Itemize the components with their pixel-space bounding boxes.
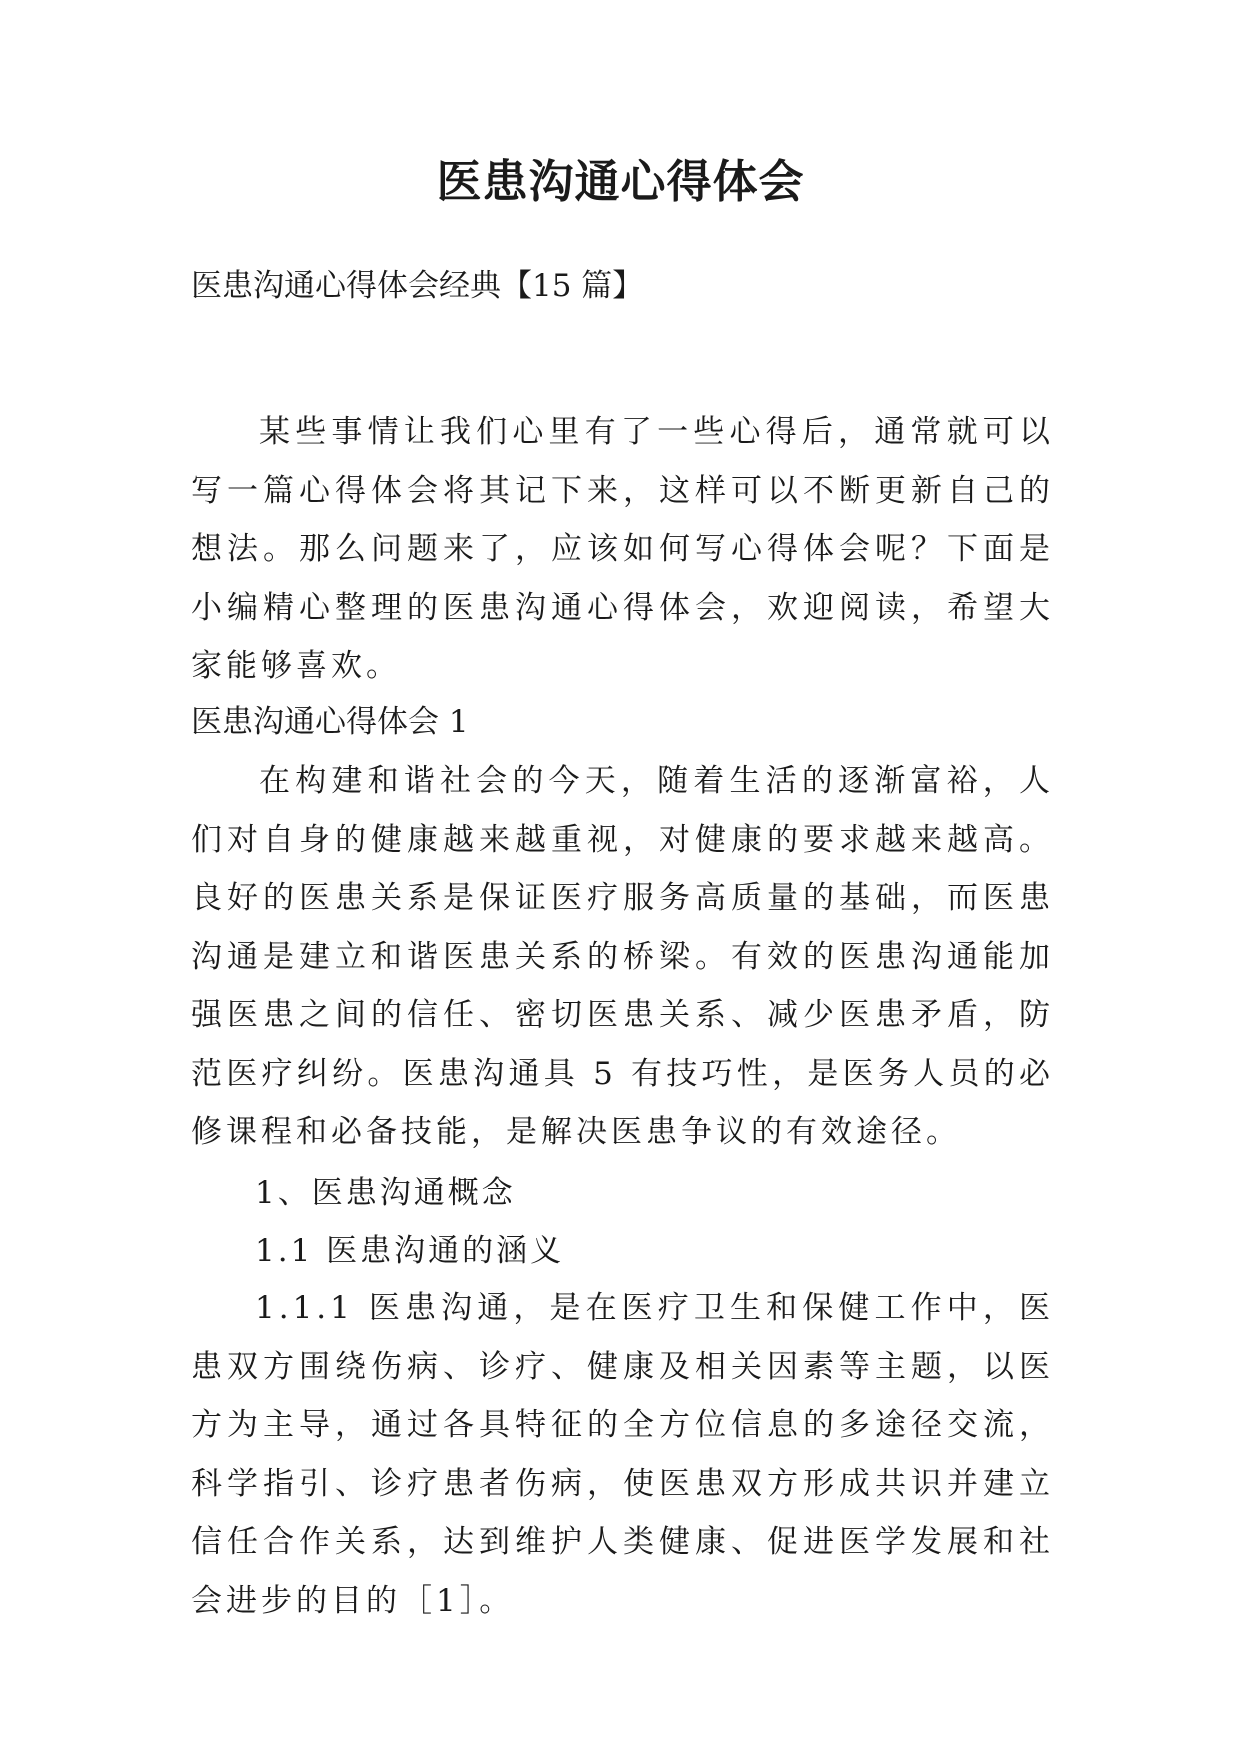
outline-item-1-1: 1.1 医患沟通的涵义 [255,1233,565,1269]
body-paragraph-2: 1.1.1 医患沟通，是在医疗卫生和保健工作中，医患双方围绕伤病、诊疗、健康及相关因素等主题，以医方为主导，通过各具特征的全方位信息的多途径交流，科学指引、诊疗患者伤病，使医患双方形成共识并建立信任合作关系，达到维护人类健康、促进医学发展和社会进步的目的［1］。 [191,1290,1054,1619]
document-subtitle: 医患沟通心得体会经典【15 篇】 [191,268,644,304]
outline-item-1: 1、医患沟通概念 [255,1175,516,1211]
section-heading: 医患沟通心得体会 1 [191,704,469,740]
document-title: 医患沟通心得体会 [436,155,805,208]
intro-paragraph: 某些事情让我们心里有了一些心得后，通常就可以写一篇心得体会将其记下来，这样可以不断更新自己的想法。那么问题来了，应该如何写心得体会呢？下面是小编精心整理的医患沟通心得体会，欢迎阅读，希望大家能够喜欢。 [191,414,1054,684]
body-paragraph-1: 在构建和谐社会的今天，随着生活的逐渐富裕，人们对自身的健康越来越重视，对健康的要求越来越高。良好的医患关系是保证医疗服务高质量的基础，而医患沟通是建立和谐医患关系的桥梁。有效的医患沟通能加强医患之间的信任、密切医患关系、减少医患矛盾，防范医疗纠纷。医患沟通具 5 有技巧性，是医务人员的必修课程和必备技能，是解决医患争议的有效途径。 [191,763,1054,1150]
